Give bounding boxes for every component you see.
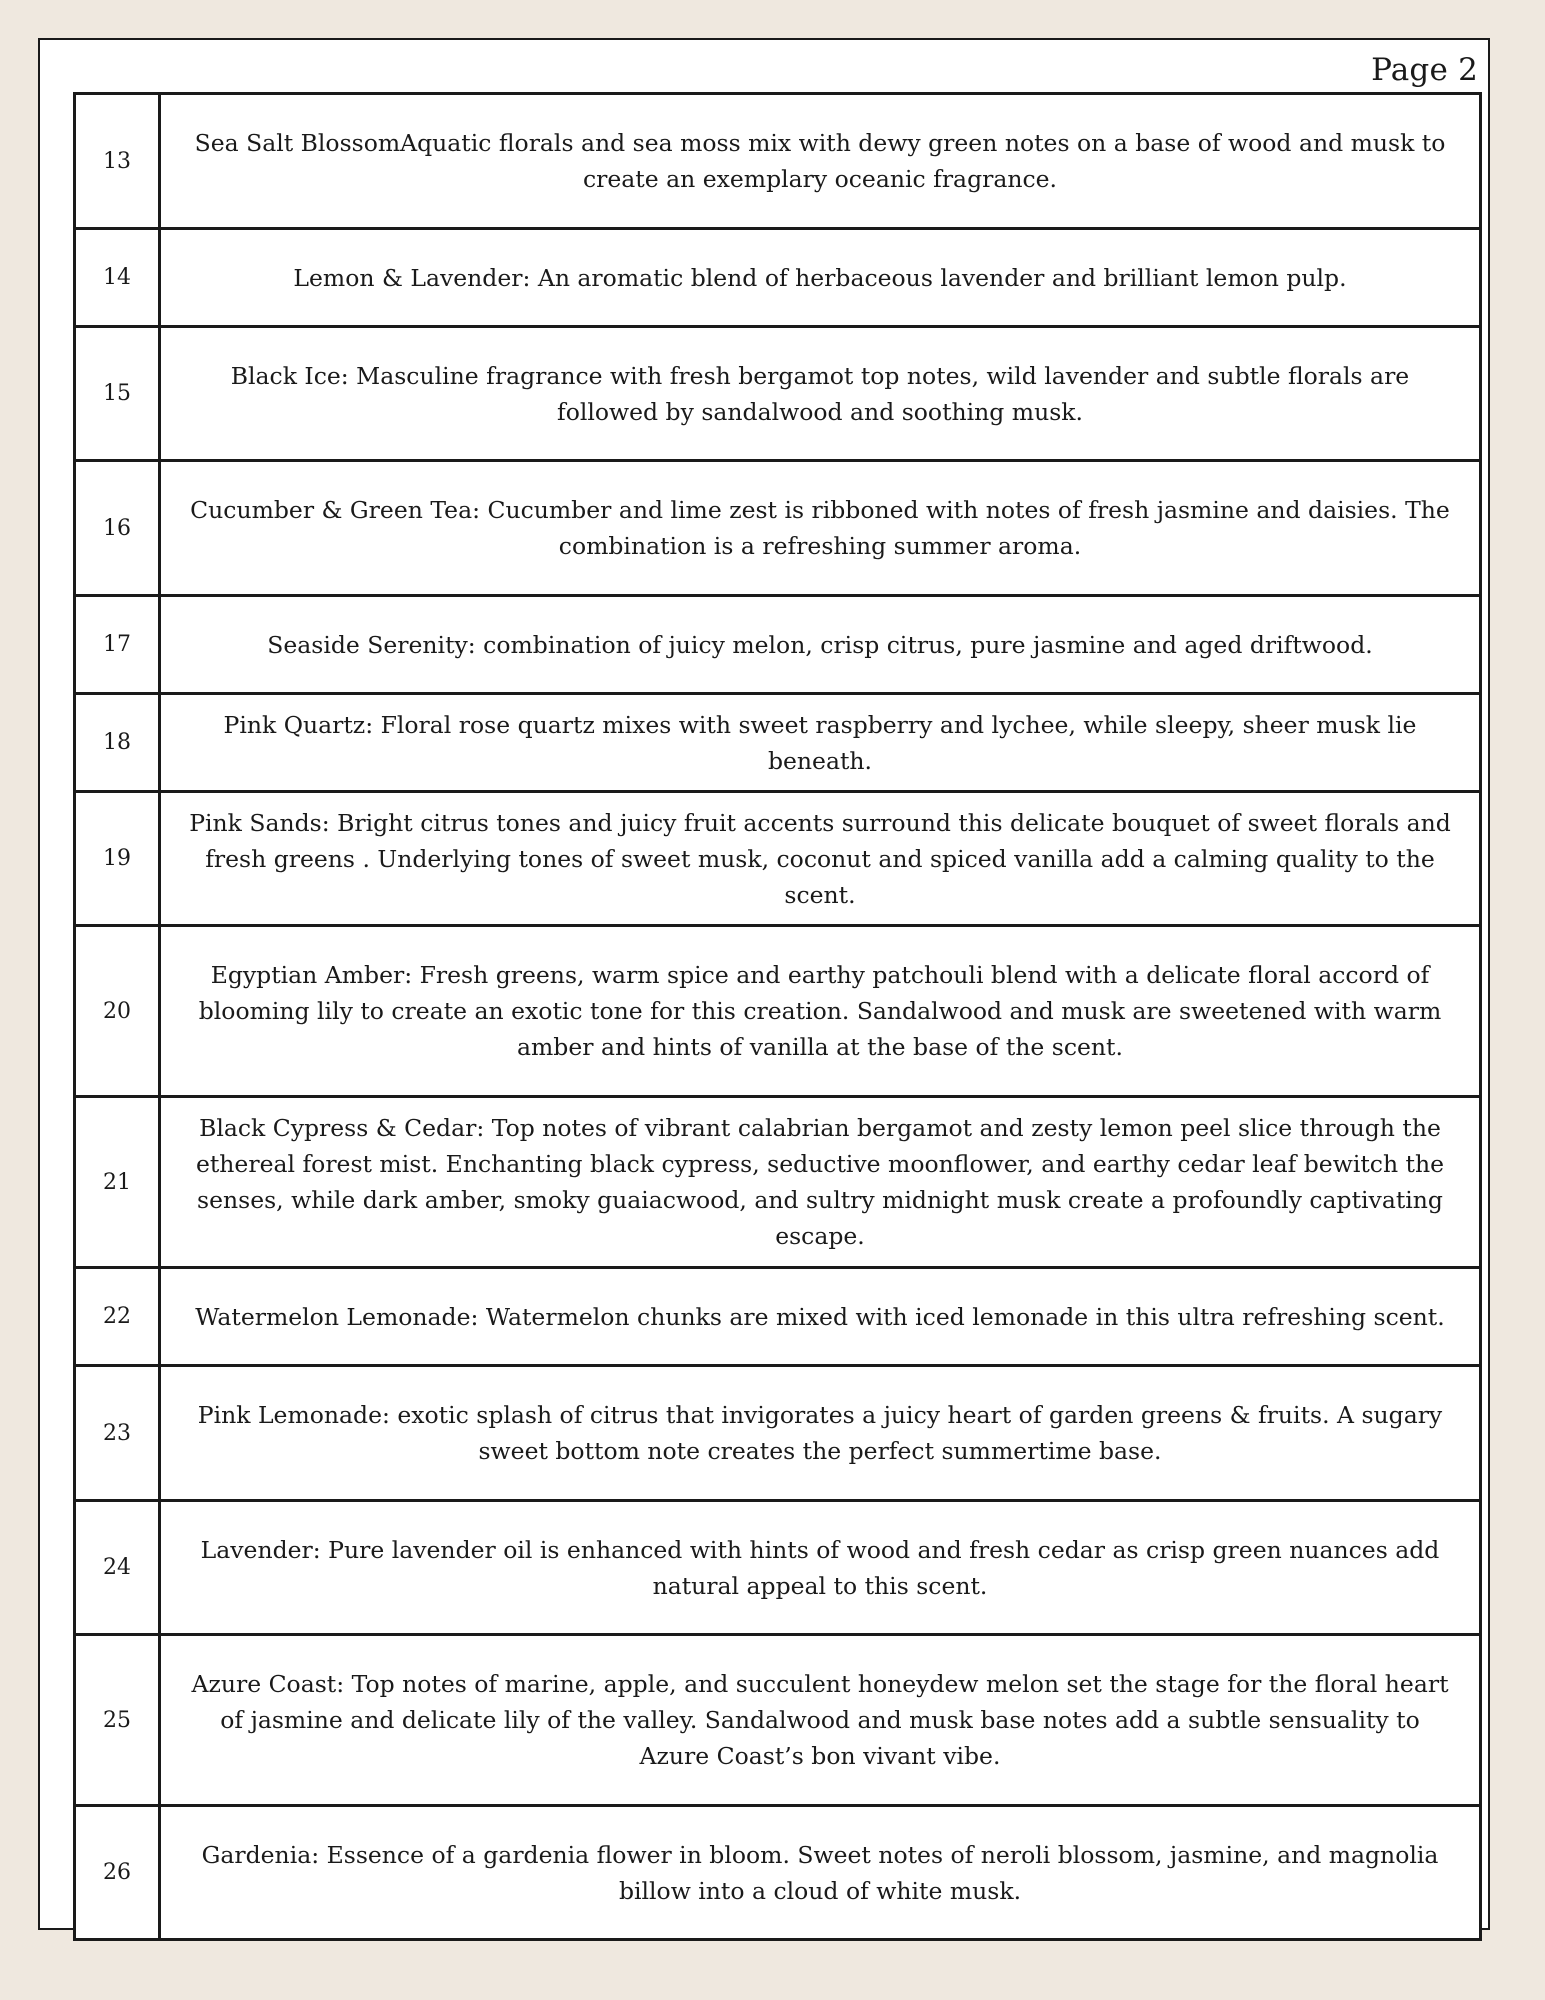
scent-description: Pink Lemonade: exotic splash of citrus that invigorates a juicy heart of garden greens & fruits. A sugary sweet bottom note creates the perfect summertime base. [160,1366,1481,1501]
row-number: 21 [75,1097,160,1268]
scent-description: Black Cypress & Cedar: Top notes of vibrant calabrian bergamot and zesty lemon peel slice through the ethereal forest mist. Enchanting black cypress, seductive moonflower, and earthy cedar leaf bewitch the senses, while dark amber, smoky guaiacwood, and sultry midnight musk create a profoundly captivating escape. [160,1097,1481,1268]
row-number: 14 [75,229,160,327]
table-row [75,1268,1481,1366]
table-row [75,229,1481,327]
table-row [75,792,1481,926]
row-number: 17 [75,596,160,694]
scent-description: Cucumber & Green Tea: Cucumber and lime zest is ribboned with notes of fresh jasmine and daisies. The combination is a refreshing summer aroma. [160,461,1481,596]
row-number: 23 [75,1366,160,1501]
table-row [75,694,1481,792]
row-number: 13 [75,94,160,229]
table-row [75,1097,1481,1268]
scent-description: Seaside Serenity: combination of juicy melon, crisp citrus, pure jasmine and aged driftwood. [160,596,1481,694]
row-number: 26 [75,1806,160,1940]
row-number: 25 [75,1635,160,1806]
scent-description: Egyptian Amber: Fresh greens, warm spice and earthy patchouli blend with a delicate floral accord of blooming lily to create an exotic tone for this creation. Sandalwood and musk are sweetened with warm amber and hints of vanilla at the base of the scent. [160,926,1481,1097]
row-number: 19 [75,792,160,926]
table-row [75,327,1481,461]
scent-description: Black Ice: Masculine fragrance with fresh bergamot top notes, wild lavender and subtle florals are followed by sandalwood and soothing musk. [160,327,1481,461]
scent-description: Azure Coast: Top notes of marine, apple, and succulent honeydew melon set the stage for the floral heart of jasmine and delicate lily of the valley. Sandalwood and musk base notes add a subtle sensuality to Azure Coast’s bon vivant vibe. [160,1635,1481,1806]
table-row [75,1501,1481,1635]
table-row [75,94,1481,229]
row-number: 18 [75,694,160,792]
scent-description: Lavender: Pure lavender oil is enhanced with hints of wood and fresh cedar as crisp green nuances add natural appeal to this scent. [160,1501,1481,1635]
row-number: 24 [75,1501,160,1635]
table-row [75,1806,1481,1940]
row-number: 16 [75,461,160,596]
scent-description: Watermelon Lemonade: Watermelon chunks are mixed with iced lemonade in this ultra refreshing scent. [160,1268,1481,1366]
row-number: 20 [75,926,160,1097]
scent-description: Lemon & Lavender: An aromatic blend of herbaceous lavender and brilliant lemon pulp. [160,229,1481,327]
scent-description: Gardenia: Essence of a gardenia flower in bloom. Sweet notes of neroli blossom, jasmine, and magnolia billow into a cloud of white musk. [160,1806,1481,1940]
row-number: 15 [75,327,160,461]
row-number: 22 [75,1268,160,1366]
scent-description: Sea Salt BlossomAquatic florals and sea moss mix with dewy green notes on a base of wood and musk to create an exemplary oceanic fragrance. [160,94,1481,229]
scent-table-body [75,94,1481,1940]
table-row [75,596,1481,694]
scent-description: Pink Sands: Bright citrus tones and juicy fruit accents surround this delicate bouquet of sweet florals and fresh greens . Underlying tones of sweet musk, coconut and spiced vanilla add a calming quality to the scent. [160,792,1481,926]
scent-description: Pink Quartz: Floral rose quartz mixes with sweet raspberry and lychee, while sleepy, sheer musk lie beneath. [160,694,1481,792]
table-row [75,1635,1481,1806]
table-row [75,461,1481,596]
table-row [75,1366,1481,1501]
table-row [75,926,1481,1097]
page-number: Page 2 [1371,52,1478,88]
scent-table [73,92,1482,1941]
